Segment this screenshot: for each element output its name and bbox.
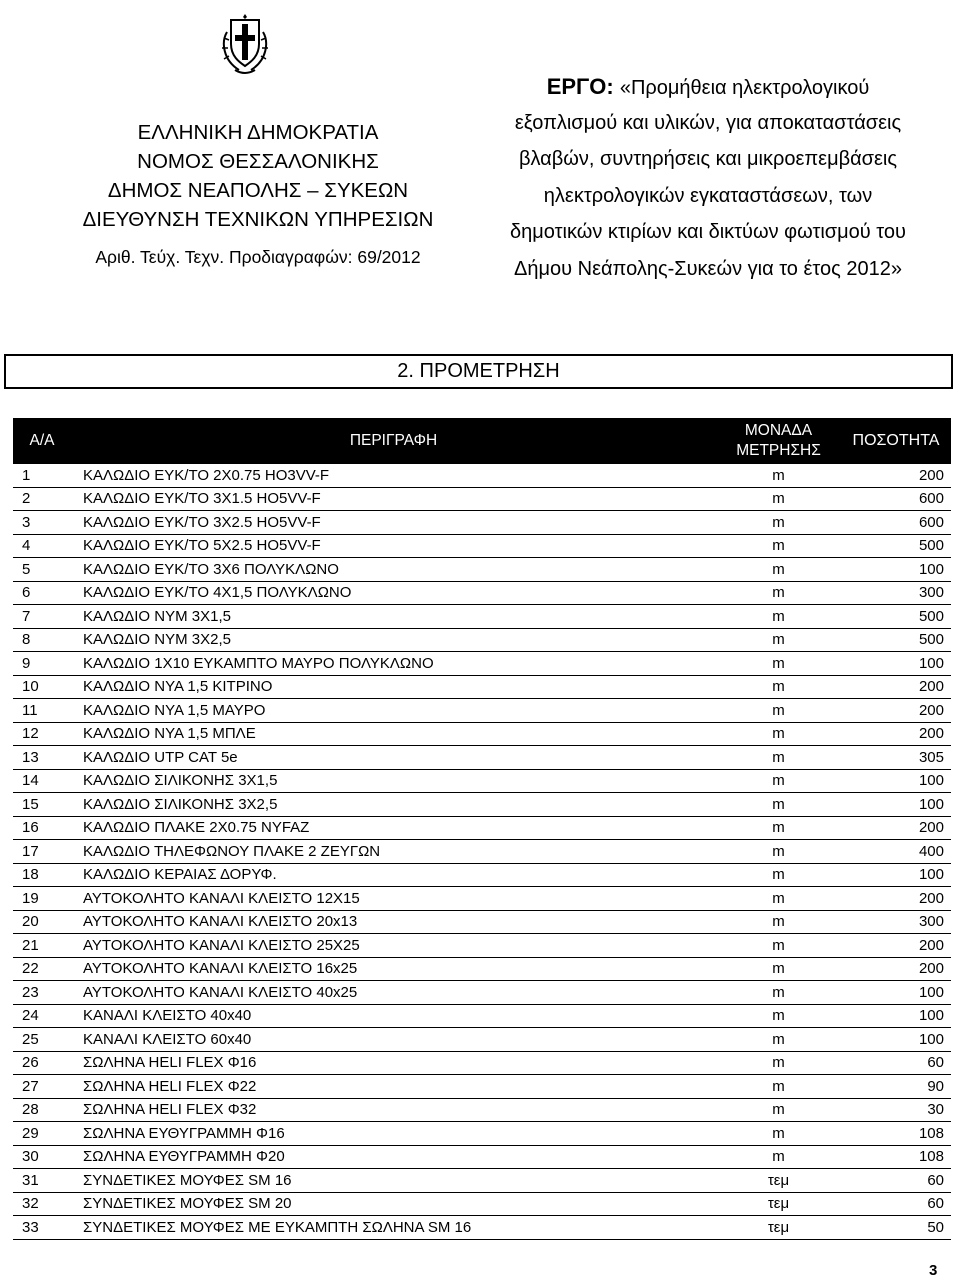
item-unit: m (716, 1098, 841, 1122)
item-unit: m (716, 722, 841, 746)
item-quantity: 500 (841, 534, 951, 558)
table-row (13, 816, 951, 840)
table-row (13, 793, 951, 817)
row-number: 30 (13, 1145, 71, 1169)
item-description: ΣΥΝΔΕΤΙΚΕΣ ΜΟΥΦΕΣ SM 20 (71, 1192, 716, 1216)
table-row (13, 1216, 951, 1240)
item-unit: m (716, 957, 841, 981)
page-number: 3 (929, 1262, 938, 1279)
project-line: Δήμου Νεάπολης-Συκεών για το έτος 2012» (514, 257, 902, 280)
item-description: ΚΑΛΩΔΙΟ ΠΛΑΚΕ 2Χ0.75 ΝΥFAZ (71, 816, 716, 840)
table-row (13, 1098, 951, 1122)
item-unit: m (716, 487, 841, 511)
item-quantity: 100 (841, 793, 951, 817)
item-description: ΚΑΛΩΔΙΟ ΝΥΑ 1,5 ΜΠΛΕ (71, 722, 716, 746)
item-quantity: 90 (841, 1075, 951, 1099)
item-description: ΚΑΝΑΛΙ ΚΛΕΙΣΤΟ 60x40 (71, 1028, 716, 1052)
item-unit: m (716, 699, 841, 723)
item-description: ΣΩΛΗΝΑ ΕΥΘΥΓΡΑΜΜΗ Φ16 (71, 1122, 716, 1146)
item-description: ΚΑΛΩΔΙΟ UTP CAT 5e (71, 746, 716, 770)
item-unit: τεμ (716, 1169, 841, 1193)
row-number: 9 (13, 652, 71, 676)
table-row (13, 581, 951, 605)
table-row (13, 605, 951, 629)
item-unit: m (716, 1028, 841, 1052)
item-quantity: 200 (841, 675, 951, 699)
item-description: ΚΑΛΩΔΙΟ ΤΗΛΕΦΩΝΟΥ ΠΛΑΚΕ 2 ΖΕΥΓΩΝ (71, 840, 716, 864)
item-quantity: 200 (841, 957, 951, 981)
project-title (458, 70, 958, 287)
item-quantity: 100 (841, 769, 951, 793)
item-unit: m (716, 816, 841, 840)
item-unit: m (716, 934, 841, 958)
row-number: 12 (13, 722, 71, 746)
table-row (13, 1145, 951, 1169)
row-number: 16 (13, 816, 71, 840)
table-row (13, 652, 951, 676)
table-row (13, 746, 951, 770)
greek-coat-of-arms-icon (217, 10, 273, 76)
item-description: ΚΑΛΩΔΙΟ ΕΥΚ/ΤΟ 4Χ1,5 ΠΟΛΥΚΛΩΝΟ (71, 581, 716, 605)
item-description: ΑΥΤΟΚΟΛΗΤΟ ΚΑΝΑΛΙ ΚΛΕΙΣΤΟ 12Χ15 (71, 887, 716, 911)
item-unit: m (716, 558, 841, 582)
item-unit: m (716, 746, 841, 770)
item-unit: m (716, 1145, 841, 1169)
row-number: 8 (13, 628, 71, 652)
item-quantity: 200 (841, 934, 951, 958)
row-number: 21 (13, 934, 71, 958)
row-number: 22 (13, 957, 71, 981)
table-row (13, 675, 951, 699)
row-number: 17 (13, 840, 71, 864)
table-row (13, 981, 951, 1005)
item-unit: m (716, 1122, 841, 1146)
row-number: 7 (13, 605, 71, 629)
table-row (13, 628, 951, 652)
item-quantity: 100 (841, 863, 951, 887)
table-row (13, 487, 951, 511)
table-row (13, 722, 951, 746)
item-description: ΑΥΤΟΚΟΛΗΤΟ ΚΑΝΑΛΙ ΚΛΕΙΣΤΟ 40x25 (71, 981, 716, 1005)
item-quantity: 200 (841, 816, 951, 840)
item-description: ΑΥΤΟΚΟΛΗΤΟ ΚΑΝΑΛΙ ΚΛΕΙΣΤΟ 20x13 (71, 910, 716, 934)
item-unit: m (716, 628, 841, 652)
header-description: ΠΕΡΙΓΡΑΦΗ (71, 418, 716, 464)
item-unit: τεμ (716, 1216, 841, 1240)
item-unit: m (716, 887, 841, 911)
project-line: «Προμήθεια ηλεκτρολογικού (619, 77, 870, 99)
row-number: 23 (13, 981, 71, 1005)
table-row (13, 1122, 951, 1146)
row-number: 15 (13, 793, 71, 817)
row-number: 27 (13, 1075, 71, 1099)
header-prefecture: ΝΟΜΟΣ ΘΕΣΣΑΛΟΝΙΚΗΣ (137, 150, 379, 173)
item-quantity: 500 (841, 605, 951, 629)
item-unit: m (716, 910, 841, 934)
item-description: ΚΑΛΩΔΙΟ ΣΙΛΙΚΟΝΗΣ 3Χ2,5 (71, 793, 716, 817)
item-quantity: 200 (841, 887, 951, 911)
item-quantity: 100 (841, 652, 951, 676)
item-quantity: 300 (841, 910, 951, 934)
item-quantity: 600 (841, 487, 951, 511)
item-unit: m (716, 675, 841, 699)
header-quantity: ΠΟΣΟΤΗΤΑ (841, 418, 951, 464)
item-quantity: 108 (841, 1145, 951, 1169)
item-quantity: 50 (841, 1216, 951, 1240)
row-number: 13 (13, 746, 71, 770)
row-number: 10 (13, 675, 71, 699)
item-quantity: 200 (841, 464, 951, 487)
item-quantity: 60 (841, 1169, 951, 1193)
bill-of-quantities-table (13, 418, 951, 1240)
row-number: 19 (13, 887, 71, 911)
header-directorate: ΔΙΕΥΘΥΝΣΗ ΤΕΧΝΙΚΩΝ ΥΠΗΡΕΣΙΩΝ (82, 208, 434, 231)
item-description: ΣΥΝΔΕΤΙΚΕΣ ΜΟΥΦΕΣ ΜΕ ΕΥΚΑΜΠΤΗ ΣΩΛΗΝΑ SM 16 (71, 1216, 716, 1240)
row-number: 2 (13, 487, 71, 511)
item-description: ΚΑΛΩΔΙΟ ΝΥΜ 3Χ1,5 (71, 605, 716, 629)
item-description: ΣΥΝΔΕΤΙΚΕΣ ΜΟΥΦΕΣ SM 16 (71, 1169, 716, 1193)
item-description: ΚΑΛΩΔΙΟ 1Χ10 ΕΥΚΑΜΠΤΟ ΜΑΥΡΟ ΠΟΛΥΚΛΩΝΟ (71, 652, 716, 676)
item-quantity: 300 (841, 581, 951, 605)
item-description: ΚΑΛΩΔΙΟ ΝΥΜ 3Χ2,5 (71, 628, 716, 652)
item-unit: m (716, 840, 841, 864)
item-unit: m (716, 511, 841, 535)
header-aa: Α/Α (13, 418, 71, 464)
row-number: 14 (13, 769, 71, 793)
project-line: βλαβών, συντηρήσεις και μικροεπεμβάσεις (518, 148, 898, 171)
item-description: ΚΑΛΩΔΙΟ ΕΥΚ/ΤΟ 2Χ0.75 HO3VV-F (71, 464, 716, 487)
header-country: ΕΛΛΗΝΙΚΗ ΔΗΜΟΚΡΑΤΙΑ (137, 121, 379, 144)
document-reference: Αριθ. Τεύχ. Τεχν. Προδιαγραφών: 69/2012 (95, 247, 421, 267)
row-number: 24 (13, 1004, 71, 1028)
table-row (13, 863, 951, 887)
row-number: 31 (13, 1169, 71, 1193)
header-unit-line2: ΜΕΤΡΗΣΗΣ (736, 442, 821, 459)
item-description: ΚΑΛΩΔΙΟ ΣΙΛΙΚΟΝΗΣ 3Χ1,5 (71, 769, 716, 793)
header-municipality: ΔΗΜΟΣ ΝΕΑΠΟΛΗΣ – ΣΥΚΕΩΝ (107, 179, 409, 202)
item-unit: m (716, 1051, 841, 1075)
header-unit-line1: ΜΟΝΑΔΑ (744, 422, 813, 439)
row-number: 33 (13, 1216, 71, 1240)
table-row (13, 957, 951, 981)
table-row (13, 840, 951, 864)
item-quantity: 600 (841, 511, 951, 535)
item-description: ΑΥΤΟΚΟΛΗΤΟ ΚΑΝΑΛΙ ΚΛΕΙΣΤΟ 16x25 (71, 957, 716, 981)
item-unit: m (716, 1004, 841, 1028)
row-number: 25 (13, 1028, 71, 1052)
table-row (13, 1192, 951, 1216)
item-quantity: 100 (841, 1004, 951, 1028)
table-row (13, 558, 951, 582)
item-description: ΚΑΛΩΔΙΟ ΕΥΚ/ΤΟ 3Χ6 ΠΟΛΥΚΛΩΝΟ (71, 558, 716, 582)
row-number: 11 (13, 699, 71, 723)
row-number: 20 (13, 910, 71, 934)
item-quantity: 200 (841, 722, 951, 746)
header-unit (716, 418, 841, 464)
item-quantity: 100 (841, 558, 951, 582)
table-row (13, 464, 951, 487)
item-unit: m (716, 863, 841, 887)
issuing-authority (58, 118, 458, 271)
table-row (13, 1028, 951, 1052)
item-quantity: 200 (841, 699, 951, 723)
row-number: 32 (13, 1192, 71, 1216)
item-quantity: 100 (841, 1028, 951, 1052)
project-label: ΕΡΓΟ: (546, 74, 614, 99)
item-quantity: 305 (841, 746, 951, 770)
table-row (13, 699, 951, 723)
item-description: ΣΩΛΗΝΑ HELI FLEX Φ32 (71, 1098, 716, 1122)
item-description: ΣΩΛΗΝΑ HELI FLEX Φ16 (71, 1051, 716, 1075)
row-number: 26 (13, 1051, 71, 1075)
item-description: ΣΩΛΗΝΑ ΕΥΘΥΓΡΑΜΜΗ Φ20 (71, 1145, 716, 1169)
item-description: ΚΑΝΑΛΙ ΚΛΕΙΣΤΟ 40x40 (71, 1004, 716, 1028)
item-description: ΣΩΛΗΝΑ HELI FLEX Φ22 (71, 1075, 716, 1099)
table-row (13, 1004, 951, 1028)
item-quantity: 30 (841, 1098, 951, 1122)
item-quantity: 100 (841, 981, 951, 1005)
table-row (13, 1075, 951, 1099)
item-unit: m (716, 581, 841, 605)
item-quantity: 500 (841, 628, 951, 652)
row-number: 28 (13, 1098, 71, 1122)
row-number: 18 (13, 863, 71, 887)
section-title: 2. ΠΡΟΜΕΤΡΗΣΗ (4, 354, 953, 389)
item-description: ΚΑΛΩΔΙΟ ΕΥΚ/ΤΟ 5Χ2.5 HO5VV-F (71, 534, 716, 558)
row-number: 4 (13, 534, 71, 558)
item-quantity: 400 (841, 840, 951, 864)
row-number: 29 (13, 1122, 71, 1146)
row-number: 6 (13, 581, 71, 605)
item-unit: m (716, 1075, 841, 1099)
item-quantity: 60 (841, 1192, 951, 1216)
item-unit: τεμ (716, 1192, 841, 1216)
table-row (13, 1169, 951, 1193)
item-unit: m (716, 793, 841, 817)
item-description: ΑΥΤΟΚΟΛΗΤΟ ΚΑΝΑΛΙ ΚΛΕΙΣΤΟ 25Χ25 (71, 934, 716, 958)
item-unit: m (716, 605, 841, 629)
item-unit: m (716, 769, 841, 793)
row-number: 1 (13, 464, 71, 487)
table-header-row (13, 418, 951, 464)
item-unit: m (716, 464, 841, 487)
item-unit: m (716, 534, 841, 558)
project-line: δημοτικών κτιρίων και δικτύων φωτισμού του (510, 221, 906, 244)
item-description: ΚΑΛΩΔΙΟ ΕΥΚ/ΤΟ 3Χ1.5 HO5VV-F (71, 487, 716, 511)
table-row (13, 887, 951, 911)
row-number: 5 (13, 558, 71, 582)
table-row (13, 511, 951, 535)
project-line: ηλεκτρολογικών εγκαταστάσεων, των (543, 184, 873, 207)
table-row (13, 534, 951, 558)
item-unit: m (716, 652, 841, 676)
row-number: 3 (13, 511, 71, 535)
item-description: ΚΑΛΩΔΙΟ ΚΕΡΑΙΑΣ ΔΟΡΥΦ. (71, 863, 716, 887)
table-row (13, 1051, 951, 1075)
project-line: εξοπλισμού και υλικών, για αποκαταστάσεις (514, 112, 902, 134)
table-row (13, 769, 951, 793)
table-row (13, 910, 951, 934)
item-quantity: 108 (841, 1122, 951, 1146)
item-unit: m (716, 981, 841, 1005)
item-quantity: 60 (841, 1051, 951, 1075)
item-description: ΚΑΛΩΔΙΟ ΝΥΑ 1,5 ΜΑΥΡΟ (71, 699, 716, 723)
item-description: ΚΑΛΩΔΙΟ ΕΥΚ/ΤΟ 3Χ2.5 HO5VV-F (71, 511, 716, 535)
item-description: ΚΑΛΩΔΙΟ ΝΥΑ 1,5 ΚΙΤΡΙΝΟ (71, 675, 716, 699)
table-row (13, 934, 951, 958)
